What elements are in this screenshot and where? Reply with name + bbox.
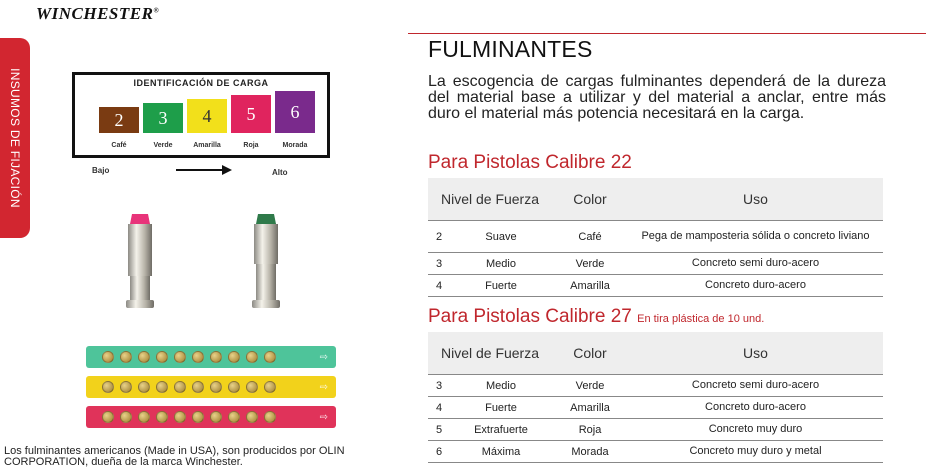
swatch-roja: 5	[231, 95, 271, 133]
side-tab-label: INSUMOS DE FIJACIÓN	[8, 68, 22, 208]
intro-paragraph: La escogencia de cargas fulminantes dependerá de la dureza del material base a utilizar y del material a anclar, entre más duro el material más potencia necesitará en la carga.	[428, 73, 886, 122]
logo-text: WINCHESTER	[36, 4, 154, 23]
green-cartridge-image	[246, 210, 286, 318]
swatch-label-amarilla: Amarilla	[193, 142, 221, 149]
strip-arrow-icon: ⇨	[319, 382, 328, 393]
page-title: FULMINANTES	[428, 36, 593, 62]
winchester-logo	[36, 4, 159, 24]
section-title-calibre-27: Para Pistolas Calibre 27 En tira plástica de 10 und.	[428, 306, 765, 327]
swatch-label-verde: Verde	[153, 142, 173, 149]
load-chart-title: IDENTIFICACIÓN DE CARGA	[133, 78, 269, 88]
swatch-label-cafe: Café	[111, 142, 127, 149]
table-row: 4 Fuerte Amarilla Concreto duro-acero	[428, 397, 883, 419]
scale-low-label: Bajo	[92, 166, 110, 175]
arrow-right-icon	[176, 164, 232, 176]
table-row: 5 Extrafuerte Roja Concreto muy duro	[428, 419, 883, 441]
table-header	[428, 332, 883, 375]
scale-high-label: Alto	[272, 168, 288, 177]
registered-mark: ®	[153, 6, 160, 15]
table-row: 6 Máxima Morada Concreto muy duro y metal	[428, 441, 883, 463]
swatch-morada: 6	[275, 91, 315, 133]
section-note: En tira plástica de 10 und.	[637, 313, 765, 325]
heading-divider	[408, 33, 926, 34]
table-header	[428, 178, 883, 221]
header-color: Color	[573, 191, 607, 207]
header-level: Nivel de Fuerza	[440, 191, 540, 207]
load-identification-chart	[72, 72, 330, 158]
green-strip-image	[86, 346, 336, 368]
header-level: Nivel de Fuerza	[440, 345, 540, 361]
side-category-tab	[0, 38, 30, 238]
strip-arrow-icon: ⇨	[319, 412, 328, 423]
swatch-label-morada: Morada	[282, 142, 308, 149]
table-row: 3 Medio Verde Concreto semi duro-acero	[428, 253, 883, 275]
swatch-verde: 3	[143, 103, 183, 133]
table-calibre-22	[428, 178, 883, 297]
pink-cartridge-image	[120, 210, 160, 318]
table-row: 2 Suave Café Pega de mamposteria sólida o concreto liviano	[428, 221, 883, 253]
header-use: Uso	[743, 344, 768, 361]
table-row: 3 Medio Verde Concreto semi duro-acero	[428, 375, 883, 397]
table-calibre-27	[428, 332, 883, 463]
yellow-strip-image	[86, 376, 336, 398]
strip-arrow-icon: ⇨	[319, 352, 328, 363]
header-use: Uso	[743, 190, 768, 207]
section-title-calibre-22: Para Pistolas Calibre 22	[428, 152, 632, 173]
swatch-label-roja: Roja	[243, 142, 259, 149]
table-row: 4 Fuerte Amarilla Concreto duro-acero	[428, 275, 883, 297]
swatch-amarilla: 4	[187, 99, 227, 133]
red-strip-image	[86, 406, 336, 428]
manufacturer-note: Los fulminantes americanos (Made in USA), son producidos por OLIN CORPORATION, dueña de la marca Winchester.	[4, 445, 345, 468]
header-color: Color	[573, 345, 607, 361]
swatch-cafe: 2	[99, 107, 139, 133]
